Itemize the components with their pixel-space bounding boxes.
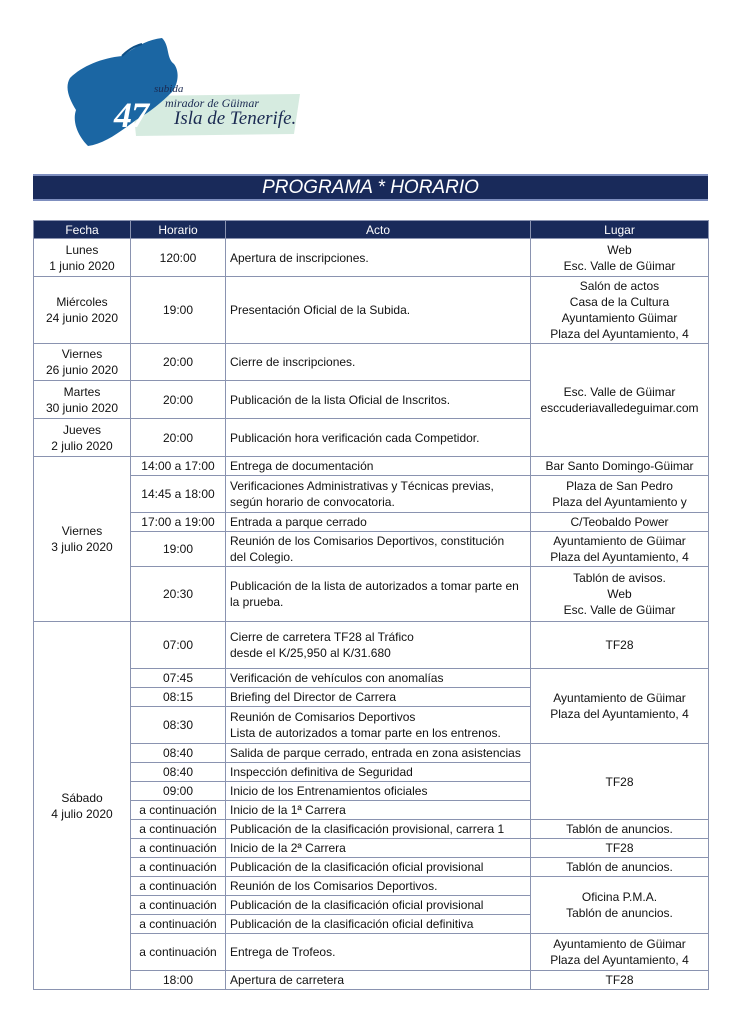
day-name: Viernes <box>61 347 103 361</box>
table-row <box>34 820 709 839</box>
day-date: 26 junio 2020 <box>45 363 119 377</box>
act-line: desde el K/25,950 al K/31.680 <box>230 646 391 660</box>
day-name: Viernes <box>61 524 103 538</box>
act-cell: Inicio de la 2ª Carrera <box>226 839 531 858</box>
table-row <box>34 239 709 277</box>
table-row <box>34 669 709 688</box>
time-cell: 20:00 <box>131 419 226 457</box>
header-lugar: Lugar <box>531 221 709 239</box>
act-cell: Entrega de documentación <box>226 457 531 476</box>
event-logo <box>62 36 312 148</box>
table-row <box>34 457 709 476</box>
table-row <box>34 532 709 567</box>
act-line: la prueba. <box>230 595 284 609</box>
place-cell: TF28 <box>531 622 709 669</box>
act-cell: Entrada a parque cerrado <box>226 513 531 532</box>
act-cell: Inicio de la 1ª Carrera <box>226 801 531 820</box>
act-cell <box>226 622 531 669</box>
place-line: Tablón de anuncios. <box>566 906 673 920</box>
time-cell: 120:00 <box>131 239 226 277</box>
table-row <box>34 934 709 971</box>
act-line: del Colegio. <box>230 550 294 564</box>
place-line: Esc. Valle de Güimar <box>563 385 676 399</box>
table-row <box>34 344 709 381</box>
place-cell <box>531 476 709 513</box>
time-cell: a continuación <box>131 934 226 971</box>
act-cell: Briefing del Director de Carrera <box>226 688 531 707</box>
place-line: Web <box>607 587 632 601</box>
place-cell: C/Teobaldo Power <box>531 513 709 532</box>
place-cell: TF28 <box>531 839 709 858</box>
act-line: según horario de convocatoria. <box>230 495 395 509</box>
table-row <box>34 513 709 532</box>
place-cell: TF28 <box>531 971 709 990</box>
time-cell: 18:00 <box>131 971 226 990</box>
edition-number: 47 <box>114 95 148 135</box>
act-line: Reunión de Comisarios Deportivos <box>230 710 416 724</box>
table-row <box>34 567 709 622</box>
act-cell: Apertura de inscripciones. <box>226 239 531 277</box>
day-date: 24 junio 2020 <box>45 311 119 325</box>
schedule-table <box>33 220 709 990</box>
time-cell: 07:45 <box>131 669 226 688</box>
time-cell: 09:00 <box>131 782 226 801</box>
place-cell: Bar Santo Domingo-Güimar <box>531 457 709 476</box>
day-name: Martes <box>63 384 101 399</box>
place-line: Ayuntamiento Güimar <box>561 311 678 325</box>
place-cell <box>531 277 709 344</box>
time-cell: 20:00 <box>131 344 226 381</box>
act-cell: Publicación de la clasificación oficial provisional <box>226 858 531 877</box>
act-cell: Inspección definitiva de Seguridad <box>226 763 531 782</box>
date-cell <box>34 381 131 419</box>
place-cell: Tablón de anuncios. <box>531 820 709 839</box>
day-date: 30 junio 2020 <box>45 400 119 415</box>
day-date: 1 junio 2020 <box>49 258 115 273</box>
act-line: Reunión de los Comisarios Deportivos, constitución <box>230 534 505 548</box>
act-cell <box>226 567 531 622</box>
header-horario: Horario <box>131 221 226 239</box>
time-cell: a continuación <box>131 915 226 934</box>
place-line: Esc. Valle de Güimar <box>563 603 676 617</box>
date-cell <box>34 419 131 457</box>
act-cell: Publicación de la clasificación provisional, carrera 1 <box>226 820 531 839</box>
place-cell <box>531 877 709 934</box>
logo-line-isla: Isla de Tenerife. <box>174 108 297 129</box>
time-cell: a continuación <box>131 877 226 896</box>
logo-line-subida: subida <box>154 83 184 95</box>
time-cell: 07:00 <box>131 622 226 669</box>
day-name: Miércoles <box>56 295 108 309</box>
place-line: Plaza del Ayuntamiento, 4 <box>550 327 689 341</box>
act-cell: Publicación de la clasificación oficial provisional <box>226 896 531 915</box>
place-line: Plaza del Ayuntamiento y <box>552 495 687 509</box>
place-cell <box>531 532 709 567</box>
act-cell <box>226 476 531 513</box>
logo-line-mirador: mirador de Güimar <box>165 96 260 110</box>
place-line: Ayuntamiento de Güimar <box>553 534 686 548</box>
place-line: Esc. Valle de Güimar <box>563 258 676 273</box>
time-cell: a continuación <box>131 896 226 915</box>
place-cell <box>531 239 709 277</box>
header-acto: Acto <box>226 221 531 239</box>
place-cell: Tablón de anuncios. <box>531 858 709 877</box>
act-cell: Publicación hora verificación cada Competidor. <box>226 419 531 457</box>
time-cell: 08:40 <box>131 744 226 763</box>
day-name: Sábado <box>61 790 103 805</box>
act-cell: Presentación Oficial de la Subida. <box>226 277 531 344</box>
place-line: Plaza del Ayuntamiento, 4 <box>550 707 689 721</box>
act-cell <box>226 532 531 567</box>
time-cell: a continuación <box>131 839 226 858</box>
table-row <box>34 839 709 858</box>
table-row <box>34 858 709 877</box>
time-cell: a continuación <box>131 801 226 820</box>
place-cell: TF28 <box>531 744 709 820</box>
tenerife-island-logo-graphic <box>62 36 312 148</box>
time-cell: 08:15 <box>131 688 226 707</box>
place-line: Casa de la Cultura <box>569 295 670 309</box>
time-cell: 19:00 <box>131 277 226 344</box>
time-cell: 14:45 a 18:00 <box>131 476 226 513</box>
table-row <box>34 622 709 669</box>
place-line: Plaza del Ayuntamiento, 4 <box>550 550 689 564</box>
day-date: 4 julio 2020 <box>51 806 113 821</box>
day-name: Lunes <box>65 242 99 257</box>
act-cell: Salida de parque cerrado, entrada en zona asistencias <box>226 744 531 763</box>
act-cell: Apertura de carretera <box>226 971 531 990</box>
place-line: Web <box>607 242 632 257</box>
place-line: esccuderiavalledeguimar.com <box>540 401 699 415</box>
date-cell <box>34 457 131 622</box>
act-line: Cierre de carretera TF28 al Tráfico <box>230 630 414 644</box>
header-fecha: Fecha <box>34 221 131 239</box>
act-cell: Reunión de los Comisarios Deportivos. <box>226 877 531 896</box>
time-cell: 19:00 <box>131 532 226 567</box>
place-cell <box>531 669 709 744</box>
time-cell: a continuación <box>131 858 226 877</box>
table-header-row <box>34 221 709 239</box>
place-cell <box>531 344 709 457</box>
table-row <box>34 971 709 990</box>
act-cell <box>226 707 531 744</box>
act-cell: Publicación de la clasificación oficial definitiva <box>226 915 531 934</box>
page-title: PROGRAMA * HORARIO <box>33 174 708 201</box>
date-cell <box>34 239 131 277</box>
date-cell <box>34 622 131 990</box>
act-cell: Verificación de vehículos con anomalías <box>226 669 531 688</box>
place-line: Ayuntamiento de Güimar <box>553 691 686 705</box>
table-row <box>34 277 709 344</box>
act-line: Lista de autorizados a tomar parte en los entrenos. <box>230 726 501 740</box>
act-cell: Cierre de inscripciones. <box>226 344 531 381</box>
place-cell <box>531 934 709 971</box>
time-cell: 20:30 <box>131 567 226 622</box>
time-cell: 08:40 <box>131 763 226 782</box>
day-name: Jueves <box>62 422 102 437</box>
time-cell: a continuación <box>131 820 226 839</box>
place-line: Plaza de San Pedro <box>566 479 673 493</box>
place-line: Tablón de avisos. <box>573 571 666 585</box>
place-cell <box>531 567 709 622</box>
act-line: Verificaciones Administrativas y Técnicas previas, <box>230 479 494 493</box>
act-cell: Inicio de los Entrenamientos oficiales <box>226 782 531 801</box>
act-cell: Publicación de la lista Oficial de Inscritos. <box>226 381 531 419</box>
time-cell: 20:00 <box>131 381 226 419</box>
table-row <box>34 877 709 896</box>
act-cell: Entrega de Trofeos. <box>226 934 531 971</box>
time-cell: 08:30 <box>131 707 226 744</box>
table-row <box>34 476 709 513</box>
day-date: 2 julio 2020 <box>51 438 113 453</box>
day-date: 3 julio 2020 <box>51 540 113 554</box>
time-cell: 14:00 a 17:00 <box>131 457 226 476</box>
place-line: Salón de actos <box>579 279 660 293</box>
place-line: Ayuntamiento de Güimar <box>553 937 686 951</box>
date-cell <box>34 344 131 381</box>
table-row <box>34 744 709 763</box>
place-line: Oficina P.M.A. <box>581 890 658 904</box>
place-line: Plaza del Ayuntamiento, 4 <box>550 953 689 967</box>
time-cell: 17:00 a 19:00 <box>131 513 226 532</box>
act-line: Publicación de la lista de autorizados a tomar parte en <box>230 579 519 593</box>
date-cell <box>34 277 131 344</box>
